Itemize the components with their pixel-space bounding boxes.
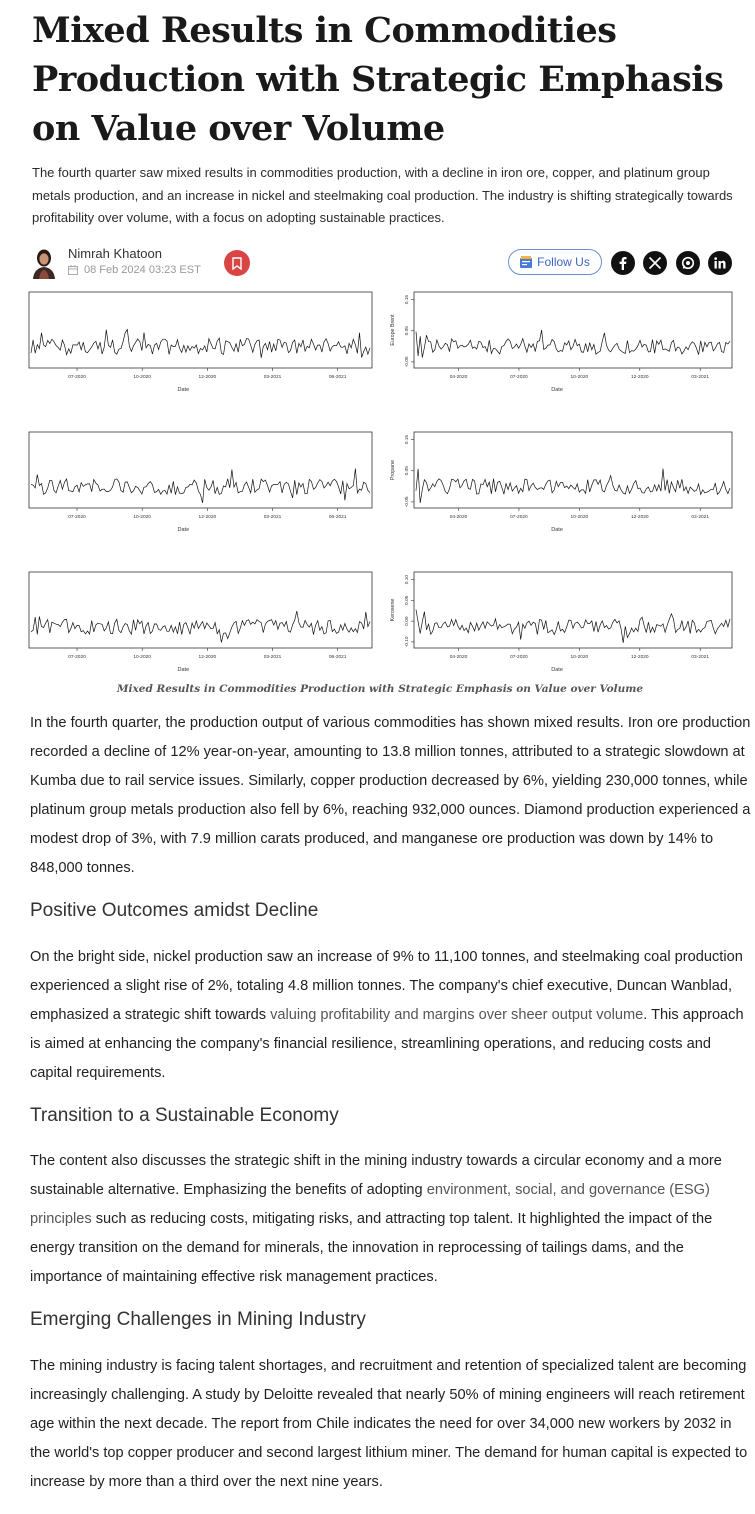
x-tick-label: 07-2020 <box>510 655 528 660</box>
paragraph-3-text-a: The content also discusses the strategic shift in the mining industry towards a circular economy and a more sustainable alternative. Emphasizing the benefits of adopting <box>30 1153 722 1198</box>
y-axis-label: Europe Brent <box>390 314 396 346</box>
chart-frame <box>29 572 372 648</box>
x-tick-label: 07-2020 <box>510 515 528 520</box>
publish-date-text: 08 Feb 2024 03:23 EST <box>84 264 201 276</box>
x-tick-label: 10-2020 <box>570 375 589 380</box>
calendar-icon <box>68 265 78 275</box>
x-tick-label: 04-2020 <box>449 655 468 660</box>
x-tick-label: 06-2021 <box>328 515 347 520</box>
y-tick-label: -0.05 <box>405 356 410 368</box>
x-tick-label: 03-2021 <box>263 375 282 380</box>
y-tick-label: 0.10 <box>405 574 410 585</box>
y-tick-label: 0.15 <box>405 434 410 445</box>
series-line <box>416 330 730 357</box>
author-avatar[interactable] <box>30 247 58 279</box>
x-tick-label: 10-2020 <box>570 655 589 660</box>
bookmark-icon <box>232 257 242 270</box>
x-tick-label: 03-2021 <box>691 655 710 660</box>
series-line <box>31 469 370 503</box>
x-tick-label: 03-2021 <box>263 655 282 660</box>
y-axis-label: Kerosene <box>390 598 396 622</box>
chart-frame <box>414 432 732 508</box>
profitability-link[interactable]: valuing profitability and margins over sheer output volume <box>270 1007 644 1023</box>
y-tick-label: 0.05 <box>405 466 410 476</box>
y-axis-label: Propane <box>390 459 396 481</box>
paragraph-3 <box>30 1147 752 1292</box>
chart-frame <box>414 572 732 648</box>
x-axis-label: Date <box>551 527 563 533</box>
x-tick-label: 07-2020 <box>68 655 86 660</box>
x-tick-label: 03-2021 <box>691 515 710 520</box>
paragraph-2-text-b: . This approach is aimed at enhancing the company's financial resilience, streamlining operations, and reducing costs and capital requirements. <box>30 1007 744 1081</box>
linkedin-icon <box>713 256 727 270</box>
chart-frame <box>29 292 372 368</box>
whatsapp-icon <box>681 256 695 270</box>
x-tick-label: 07-2020 <box>68 375 86 380</box>
chart-frame <box>29 432 372 508</box>
bookmark-button[interactable] <box>224 250 250 276</box>
section-heading-sustainable-economy: Transition to a Sustainable Economy <box>30 1105 339 1126</box>
figure-caption: Mixed Results in Commodities Production with Strategic Emphasis on Value over Volume <box>116 683 644 695</box>
follow-us-label: Follow Us <box>537 255 590 269</box>
x-tick-label: 12-2020 <box>198 655 217 660</box>
series-line <box>31 611 370 642</box>
series-line <box>31 330 370 358</box>
chart-frame <box>414 292 732 368</box>
x-tick-label: 06-2021 <box>328 375 347 380</box>
x-axis-label: Date <box>551 667 563 673</box>
x-tick-label: 10-2020 <box>570 515 589 520</box>
commodities-chart-figure <box>0 288 755 683</box>
linkedin-share-button[interactable] <box>708 251 732 275</box>
facebook-icon <box>616 256 630 270</box>
section-heading-positive-outcomes: Positive Outcomes amidst Decline <box>30 900 319 921</box>
y-tick-label: -0.10 <box>405 636 410 648</box>
series-line <box>416 469 730 503</box>
publish-date <box>68 264 201 276</box>
paragraph-3-text-b: such as reducing costs, mitigating risks, and attracting top talent. It highlighted the impact of the energy transition on the demand for minerals, the innovation in reprocessing of tailings dams, and the importance of maintaining effective risk management practices. <box>30 1211 713 1285</box>
google-news-icon <box>520 256 532 268</box>
y-tick-label: -0.05 <box>405 496 410 508</box>
author-name[interactable]: Nimrah Khatoon <box>68 246 162 261</box>
series-line <box>416 610 730 643</box>
x-icon <box>648 256 662 270</box>
x-axis-label: Date <box>551 387 563 393</box>
x-share-button[interactable] <box>643 251 667 275</box>
x-tick-label: 12-2020 <box>198 375 217 380</box>
x-tick-label: 10-2020 <box>133 655 151 660</box>
x-tick-label: 12-2020 <box>630 375 649 380</box>
follow-us-button[interactable] <box>508 249 602 275</box>
whatsapp-share-button[interactable] <box>676 251 700 275</box>
paragraph-4: The mining industry is facing talent shortages, and recruitment and retention of specialized talent are becoming increasingly challenging. A study by Deloitte revealed that nearly 50% of mining engineers will reach retirement age within the next decade. The report from Chile indicates the need for over 34,000 new workers by 2032 in the world's top copper producer and second largest lithium miner. The demand for human capital is expected to increase by more than a third over the next nine years. <box>30 1358 748 1490</box>
x-tick-label: 07-2020 <box>510 375 528 380</box>
facebook-share-button[interactable] <box>611 251 635 275</box>
esg-principles-link[interactable]: environment, social, and governance (ESG) principles <box>30 1182 710 1227</box>
paragraph-1: In the fourth quarter, the production output of various commodities has shown mixed results. Iron ore production recorded a decline of 12% year-on-year, amounting to 13.8 million tonnes, attributed to a strategic slowdown at Kumba due to rail service issues. Similarly, copper production decreased by 6%, yielding 230,000 tonnes, while platinum group metals production also fell by 6%, reaching 932,000 ounces. Diamond production experienced a modest drop of 3%, with 7.9 million carats produced, and manganese ore production was down by 14% to 848,000 tonnes. <box>30 715 751 876</box>
paragraph-2 <box>30 943 752 1088</box>
x-tick-label: 04-2020 <box>449 375 468 380</box>
x-tick-label: 04-2020 <box>449 515 468 520</box>
x-axis-label: Date <box>177 387 190 393</box>
x-tick-label: 12-2020 <box>630 515 649 520</box>
x-tick-label: 03-2021 <box>691 375 710 380</box>
x-tick-label: 03-2021 <box>263 515 282 520</box>
x-axis-label: Date <box>177 527 190 533</box>
y-tick-label: 0.05 <box>405 326 410 336</box>
section-heading-emerging-challenges: Emerging Challenges in Mining Industry <box>30 1309 366 1330</box>
x-tick-label: 07-2020 <box>68 515 86 520</box>
x-tick-label: 06-2021 <box>328 655 347 660</box>
y-tick-label: 0.00 <box>405 616 410 626</box>
y-tick-label: 0.15 <box>405 294 410 305</box>
x-tick-label: 12-2020 <box>630 655 649 660</box>
article-title: Mixed Results in Commodities Production with Strategic Emphasis on Value over Volume <box>32 10 724 149</box>
paragraph-2-text-a: On the bright side, nickel production saw an increase of 9% to 11,100 tonnes, and steelmaking coal production experienced a slight rise of 2%, totaling 4.8 million tonnes. The company's chief executive, Duncan Wanblad, emphasized a strategic shift towards <box>30 949 743 1023</box>
x-tick-label: 12-2020 <box>198 515 217 520</box>
x-tick-label: 10-2020 <box>133 515 151 520</box>
article-summary: The fourth quarter saw mixed results in commodities production, with a decline in iron ore, copper, and platinum group metals production, and an increase in nickel and steelmaking coal production. The industry is shifting strategically towards profitability over volume, with a focus on adopting sustainable practices. <box>32 165 733 225</box>
y-tick-label: 0.05 <box>405 595 410 606</box>
x-tick-label: 10-2020 <box>133 375 151 380</box>
x-axis-label: Date <box>177 667 190 673</box>
